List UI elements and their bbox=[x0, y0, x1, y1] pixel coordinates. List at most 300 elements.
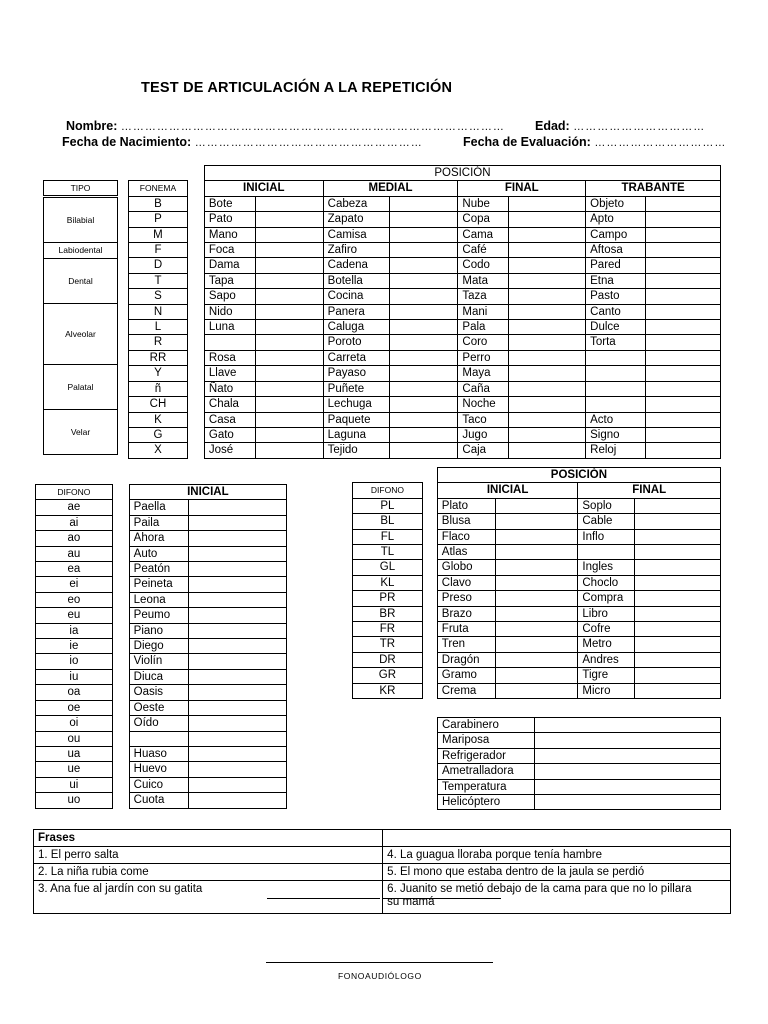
table-row bbox=[353, 560, 721, 575]
trabante-response[interactable] bbox=[646, 320, 721, 335]
medial-response[interactable] bbox=[389, 304, 458, 319]
cluster-final-word: Inflo bbox=[578, 529, 635, 544]
difono-cell: FR bbox=[353, 622, 423, 637]
final-response[interactable] bbox=[509, 227, 586, 242]
long-word: Ametralladora bbox=[438, 764, 535, 779]
medial-word: Camisa bbox=[323, 227, 389, 242]
long-word-response[interactable] bbox=[534, 795, 720, 810]
trabante-word: Canto bbox=[586, 304, 646, 319]
medial-response[interactable] bbox=[389, 427, 458, 442]
final-response[interactable] bbox=[509, 427, 586, 442]
medial-response[interactable] bbox=[389, 443, 458, 458]
spacer bbox=[112, 515, 129, 530]
medial-word: Laguna bbox=[323, 427, 389, 442]
trabante-response[interactable] bbox=[646, 258, 721, 273]
medial-response[interactable] bbox=[389, 320, 458, 335]
vowel-response[interactable] bbox=[188, 669, 286, 684]
cluster-inicial-response[interactable] bbox=[495, 498, 578, 513]
nombre-field[interactable]: …………………………………………………………………………………… bbox=[120, 121, 505, 133]
table-row bbox=[36, 577, 287, 592]
inicial-word: Ñato bbox=[204, 381, 255, 396]
cluster-final-response[interactable] bbox=[635, 622, 721, 637]
evaluacion-label: Fecha de Evaluación: bbox=[463, 135, 591, 149]
trabante-response[interactable] bbox=[646, 412, 721, 427]
col-medial: MEDIAL bbox=[323, 181, 458, 196]
cluster-inicial-response[interactable] bbox=[495, 652, 578, 667]
fonema-cell: Y bbox=[129, 366, 188, 381]
medial-response[interactable] bbox=[389, 397, 458, 412]
medial-response[interactable] bbox=[389, 273, 458, 288]
nacimiento-label: Fecha de Nacimiento: bbox=[62, 135, 192, 149]
vowel-response[interactable] bbox=[188, 793, 286, 808]
difono-cell: FL bbox=[353, 529, 423, 544]
final-response[interactable] bbox=[509, 366, 586, 381]
medial-word: Carreta bbox=[323, 350, 389, 365]
difono-cell: TL bbox=[353, 545, 423, 560]
table-row bbox=[438, 764, 721, 779]
cluster-inicial-response[interactable] bbox=[495, 637, 578, 652]
vowel-response[interactable] bbox=[188, 685, 286, 700]
final-word: Maya bbox=[458, 366, 509, 381]
spacer bbox=[422, 575, 437, 590]
long-word-response[interactable] bbox=[534, 779, 720, 794]
table-row bbox=[36, 762, 287, 777]
final-word: Taza bbox=[458, 289, 509, 304]
trabante-word: Dulce bbox=[586, 320, 646, 335]
final-word: Jugo bbox=[458, 427, 509, 442]
table-row bbox=[129, 366, 721, 381]
vowel-word: Auto bbox=[129, 546, 188, 561]
spacer bbox=[112, 608, 129, 623]
cluster-final-response[interactable] bbox=[635, 606, 721, 621]
trabante-response[interactable] bbox=[646, 196, 721, 211]
medial-response[interactable] bbox=[389, 381, 458, 396]
final-response[interactable] bbox=[509, 320, 586, 335]
long-word: Mariposa bbox=[438, 733, 535, 748]
difono-cell: ia bbox=[36, 623, 113, 638]
inicial-response[interactable] bbox=[255, 227, 323, 242]
inicial-response[interactable] bbox=[255, 350, 323, 365]
edad-label: Edad: bbox=[535, 119, 570, 133]
frase-1: 1. El perro salta bbox=[34, 847, 383, 864]
spacer bbox=[187, 397, 204, 412]
tipo-dental: Dental bbox=[44, 258, 118, 303]
table-row bbox=[36, 515, 287, 530]
spacer bbox=[187, 243, 204, 258]
spacer bbox=[112, 793, 129, 808]
trabante-word: Pasto bbox=[586, 289, 646, 304]
trabante-response[interactable] bbox=[646, 443, 721, 458]
table-row bbox=[438, 779, 721, 794]
fonema-cell: CH bbox=[129, 397, 188, 412]
final-response[interactable] bbox=[509, 212, 586, 227]
final-response[interactable] bbox=[509, 335, 586, 350]
vowel-response[interactable] bbox=[188, 777, 286, 792]
cluster-final-response[interactable] bbox=[635, 529, 721, 544]
vowel-inicial-header: INICIAL bbox=[129, 485, 286, 500]
final-word: Perro bbox=[458, 350, 509, 365]
spacer bbox=[422, 668, 437, 683]
cluster-final-response[interactable] bbox=[635, 498, 721, 513]
footer-signature-label: FONOAUDIÓLOGO bbox=[338, 971, 422, 981]
difono-cell: ie bbox=[36, 639, 113, 654]
cluster-inicial-response[interactable] bbox=[495, 622, 578, 637]
inicial-word: Casa bbox=[204, 412, 255, 427]
cluster-inicial-response[interactable] bbox=[495, 545, 578, 560]
final-response[interactable] bbox=[509, 381, 586, 396]
table-row bbox=[36, 546, 287, 561]
cluster-inicial-response[interactable] bbox=[495, 514, 578, 529]
difono-cell: eu bbox=[36, 608, 113, 623]
cluster-final-response[interactable] bbox=[635, 668, 721, 683]
medial-response[interactable] bbox=[389, 258, 458, 273]
inicial-response[interactable] bbox=[255, 320, 323, 335]
cluster-inicial-response[interactable] bbox=[495, 591, 578, 606]
inicial-word: Nido bbox=[204, 304, 255, 319]
table-row bbox=[129, 443, 721, 458]
medial-response[interactable] bbox=[389, 366, 458, 381]
table-row bbox=[36, 608, 287, 623]
vowel-word: Cuico bbox=[129, 777, 188, 792]
table-row bbox=[438, 795, 721, 810]
frase-6-answer-line[interactable] bbox=[383, 898, 501, 899]
trabante-response[interactable] bbox=[646, 366, 721, 381]
final-word: Café bbox=[458, 243, 509, 258]
vowel-response[interactable] bbox=[188, 762, 286, 777]
frase-6-cell bbox=[383, 881, 731, 914]
trabante-response[interactable] bbox=[646, 243, 721, 258]
cluster-final-response[interactable] bbox=[635, 652, 721, 667]
cluster-inicial-response[interactable] bbox=[495, 575, 578, 590]
tipo-header: TIPO bbox=[44, 181, 118, 196]
tipo-labiodental: Labiodental bbox=[44, 243, 118, 258]
difono-cell: uo bbox=[36, 793, 113, 808]
inicial-response[interactable] bbox=[255, 243, 323, 258]
trabante-word: Torta bbox=[586, 335, 646, 350]
cluster-final-response[interactable] bbox=[635, 637, 721, 652]
table-row bbox=[129, 304, 721, 319]
frase-4: 4. La guagua lloraba porque tenía hambre bbox=[383, 847, 731, 864]
cluster-final-response[interactable] bbox=[635, 591, 721, 606]
posicion-header: POSICIÓN bbox=[204, 166, 720, 181]
spacer bbox=[422, 637, 437, 652]
vowel-response[interactable] bbox=[188, 654, 286, 669]
table-row bbox=[36, 639, 287, 654]
fonema-cell: T bbox=[129, 273, 188, 288]
table-row bbox=[129, 381, 721, 396]
spacer bbox=[187, 258, 204, 273]
inicial-response[interactable] bbox=[255, 427, 323, 442]
table-row bbox=[438, 733, 721, 748]
spacer bbox=[187, 412, 204, 427]
final-response[interactable] bbox=[509, 350, 586, 365]
final-response[interactable] bbox=[509, 196, 586, 211]
edad-field[interactable]: …………………………… bbox=[573, 121, 706, 133]
difono-cell: BL bbox=[353, 514, 423, 529]
spacer bbox=[112, 777, 129, 792]
inicial-response[interactable] bbox=[255, 273, 323, 288]
cluster-final-response[interactable] bbox=[635, 575, 721, 590]
inicial-response[interactable] bbox=[255, 381, 323, 396]
long-words-table bbox=[437, 717, 721, 810]
cluster-final-word: Ingles bbox=[578, 560, 635, 575]
spacer bbox=[187, 350, 204, 365]
medial-response[interactable] bbox=[389, 335, 458, 350]
trabante-response[interactable] bbox=[646, 427, 721, 442]
trabante-response[interactable] bbox=[646, 227, 721, 242]
medial-response[interactable] bbox=[389, 289, 458, 304]
long-word-response[interactable] bbox=[534, 718, 720, 733]
fonema-cell: L bbox=[129, 320, 188, 335]
vowel-word: Huevo bbox=[129, 762, 188, 777]
final-word: Coro bbox=[458, 335, 509, 350]
inicial-response[interactable] bbox=[255, 304, 323, 319]
col-final: FINAL bbox=[458, 181, 586, 196]
spacer bbox=[187, 366, 204, 381]
spacer bbox=[112, 762, 129, 777]
final-word: Taco bbox=[458, 412, 509, 427]
inicial-word: Dama bbox=[204, 258, 255, 273]
vowel-response[interactable] bbox=[188, 562, 286, 577]
trabante-response[interactable] bbox=[646, 289, 721, 304]
inicial-response[interactable] bbox=[255, 412, 323, 427]
vowel-response[interactable] bbox=[188, 592, 286, 607]
final-response[interactable] bbox=[509, 443, 586, 458]
trabante-word: Etna bbox=[586, 273, 646, 288]
inicial-word: Rosa bbox=[204, 350, 255, 365]
cluster-inicial-response[interactable] bbox=[495, 529, 578, 544]
tipo-alveolar: Alveolar bbox=[44, 303, 118, 364]
table-row bbox=[36, 700, 287, 715]
medial-word: Puñete bbox=[323, 381, 389, 396]
inicial-word: Chala bbox=[204, 397, 255, 412]
inicial-response[interactable] bbox=[255, 443, 323, 458]
cluster-final-word: Tigre bbox=[578, 668, 635, 683]
vowel-word: Ahora bbox=[129, 531, 188, 546]
trabante-response[interactable] bbox=[646, 350, 721, 365]
vowel-response[interactable] bbox=[188, 515, 286, 530]
long-word-response[interactable] bbox=[534, 733, 720, 748]
medial-response[interactable] bbox=[389, 243, 458, 258]
trabante-response[interactable] bbox=[646, 335, 721, 350]
table-row bbox=[353, 652, 721, 667]
fonema-cell: ñ bbox=[129, 381, 188, 396]
medial-word: Lechuga bbox=[323, 397, 389, 412]
table-row bbox=[36, 685, 287, 700]
trabante-word bbox=[586, 397, 646, 412]
cluster-inicial-word: Blusa bbox=[437, 514, 495, 529]
cluster-inicial-word: Globo bbox=[437, 560, 495, 575]
trabante-word bbox=[586, 366, 646, 381]
final-response[interactable] bbox=[509, 273, 586, 288]
medial-response[interactable] bbox=[389, 227, 458, 242]
cluster-inicial-word: Clavo bbox=[437, 575, 495, 590]
final-word: Copa bbox=[458, 212, 509, 227]
inicial-word: Sapo bbox=[204, 289, 255, 304]
inicial-response[interactable] bbox=[255, 289, 323, 304]
vowel-difono-header: DIFONO bbox=[36, 485, 113, 500]
fonema-cell: X bbox=[129, 443, 188, 458]
difono-cell: KL bbox=[353, 575, 423, 590]
trabante-word: Objeto bbox=[586, 196, 646, 211]
final-response[interactable] bbox=[509, 397, 586, 412]
cluster-final-word: Cable bbox=[578, 514, 635, 529]
cluster-final-word: Andres bbox=[578, 652, 635, 667]
medial-word: Botella bbox=[323, 273, 389, 288]
difono-cell: ou bbox=[36, 731, 113, 746]
table-row bbox=[353, 591, 721, 606]
difono-cell: PL bbox=[353, 498, 423, 513]
cluster-inicial-response[interactable] bbox=[495, 560, 578, 575]
difono-cell: ei bbox=[36, 577, 113, 592]
spacer bbox=[422, 683, 437, 698]
final-response[interactable] bbox=[509, 412, 586, 427]
final-response[interactable] bbox=[509, 258, 586, 273]
table-row bbox=[353, 683, 721, 698]
vowel-response[interactable] bbox=[188, 500, 286, 515]
fonema-cell: K bbox=[129, 412, 188, 427]
cluster-final-response[interactable] bbox=[635, 683, 721, 698]
spacer bbox=[112, 562, 129, 577]
vowel-word: Oasis bbox=[129, 685, 188, 700]
cluster-final-response[interactable] bbox=[635, 514, 721, 529]
cluster-final-response[interactable] bbox=[635, 545, 721, 560]
vowel-response[interactable] bbox=[188, 577, 286, 592]
vowel-response[interactable] bbox=[188, 623, 286, 638]
inicial-response[interactable] bbox=[255, 258, 323, 273]
final-word: Caja bbox=[458, 443, 509, 458]
trabante-response[interactable] bbox=[646, 397, 721, 412]
vowel-word: Violín bbox=[129, 654, 188, 669]
fonema-cell: G bbox=[129, 427, 188, 442]
vowel-response[interactable] bbox=[188, 531, 286, 546]
medial-response[interactable] bbox=[389, 212, 458, 227]
spacer bbox=[112, 577, 129, 592]
table-row bbox=[438, 718, 721, 733]
inicial-response[interactable] bbox=[255, 335, 323, 350]
vowel-response[interactable] bbox=[188, 639, 286, 654]
cluster-inicial-response[interactable] bbox=[495, 606, 578, 621]
final-response[interactable] bbox=[509, 289, 586, 304]
spacer bbox=[187, 381, 204, 396]
spacer bbox=[422, 560, 437, 575]
medial-response[interactable] bbox=[389, 412, 458, 427]
inicial-response[interactable] bbox=[255, 366, 323, 381]
vowel-response[interactable] bbox=[188, 731, 286, 746]
inicial-response[interactable] bbox=[255, 196, 323, 211]
table-row bbox=[36, 669, 287, 684]
long-word-response[interactable] bbox=[534, 764, 720, 779]
trabante-word: Acto bbox=[586, 412, 646, 427]
inicial-word: Foca bbox=[204, 243, 255, 258]
inicial-word: Gato bbox=[204, 427, 255, 442]
vowel-word: Peineta bbox=[129, 577, 188, 592]
trabante-word: Apto bbox=[586, 212, 646, 227]
difono-cell: KR bbox=[353, 683, 423, 698]
medial-response[interactable] bbox=[389, 196, 458, 211]
trabante-response[interactable] bbox=[646, 212, 721, 227]
page-title: TEST DE ARTICULACIÓN A LA REPETICIÓN bbox=[141, 80, 453, 96]
consonant-table bbox=[128, 165, 721, 459]
nacimiento-row bbox=[62, 135, 423, 149]
difono-cell: PR bbox=[353, 591, 423, 606]
long-word-response[interactable] bbox=[534, 748, 720, 763]
fonema-cell: B bbox=[129, 196, 188, 211]
table-row bbox=[36, 716, 287, 731]
tipo-palatal: Palatal bbox=[44, 364, 118, 409]
difono-cell: au bbox=[36, 546, 113, 561]
spacer bbox=[187, 289, 204, 304]
edad-row bbox=[535, 119, 705, 133]
vowel-response[interactable] bbox=[188, 716, 286, 731]
difono-cell: DR bbox=[353, 652, 423, 667]
difono-cell: oa bbox=[36, 685, 113, 700]
frase-6: 6. Juanito se metió debajo de la cama para que no lo pillara bbox=[387, 883, 692, 895]
cluster-final-response[interactable] bbox=[635, 560, 721, 575]
inicial-response[interactable] bbox=[255, 212, 323, 227]
vowel-word: Piano bbox=[129, 623, 188, 638]
spacer bbox=[422, 529, 437, 544]
trabante-response[interactable] bbox=[646, 273, 721, 288]
cluster-final-word: Cofre bbox=[578, 622, 635, 637]
table-row bbox=[353, 606, 721, 621]
cluster-inicial-response[interactable] bbox=[495, 668, 578, 683]
spacer bbox=[422, 606, 437, 621]
vowel-response[interactable] bbox=[188, 608, 286, 623]
medial-response[interactable] bbox=[389, 350, 458, 365]
cluster-inicial-response[interactable] bbox=[495, 683, 578, 698]
vowel-response[interactable] bbox=[188, 700, 286, 715]
inicial-word: José bbox=[204, 443, 255, 458]
signature-line[interactable] bbox=[266, 962, 493, 963]
table-row bbox=[129, 397, 721, 412]
final-response[interactable] bbox=[509, 243, 586, 258]
final-response[interactable] bbox=[509, 304, 586, 319]
spacer bbox=[187, 212, 204, 227]
inicial-word: Llave bbox=[204, 366, 255, 381]
vowel-response[interactable] bbox=[188, 546, 286, 561]
cluster-final-word: Soplo bbox=[578, 498, 635, 513]
evaluacion-field[interactable]: …………………………… bbox=[594, 137, 727, 149]
fonema-cell: R bbox=[129, 335, 188, 350]
vowel-word: Paila bbox=[129, 515, 188, 530]
tipo-bilabial: Bilabial bbox=[44, 198, 118, 243]
spacer bbox=[422, 652, 437, 667]
vowel-word: Diuca bbox=[129, 669, 188, 684]
trabante-response[interactable] bbox=[646, 304, 721, 319]
difono-cell: ua bbox=[36, 746, 113, 761]
table-row bbox=[129, 258, 721, 273]
difono-cell: eo bbox=[36, 592, 113, 607]
fonema-cell: M bbox=[129, 227, 188, 242]
inicial-response[interactable] bbox=[255, 397, 323, 412]
trabante-response[interactable] bbox=[646, 381, 721, 396]
medial-word: Zapato bbox=[323, 212, 389, 227]
vowel-response[interactable] bbox=[188, 746, 286, 761]
nacimiento-field[interactable]: ………………………………………………… bbox=[194, 137, 423, 149]
tipo-velar: Velar bbox=[44, 409, 118, 454]
frase-3-answer-line[interactable] bbox=[267, 898, 380, 899]
medial-word: Cabeza bbox=[323, 196, 389, 211]
trabante-word: Aftosa bbox=[586, 243, 646, 258]
table-row bbox=[129, 320, 721, 335]
fonema-header: FONEMA bbox=[129, 181, 188, 196]
table-row bbox=[353, 545, 721, 560]
spacer bbox=[422, 591, 437, 606]
inicial-word: Tapa bbox=[204, 273, 255, 288]
vowel-word: Cuota bbox=[129, 793, 188, 808]
frases-header: Frases bbox=[34, 830, 383, 847]
